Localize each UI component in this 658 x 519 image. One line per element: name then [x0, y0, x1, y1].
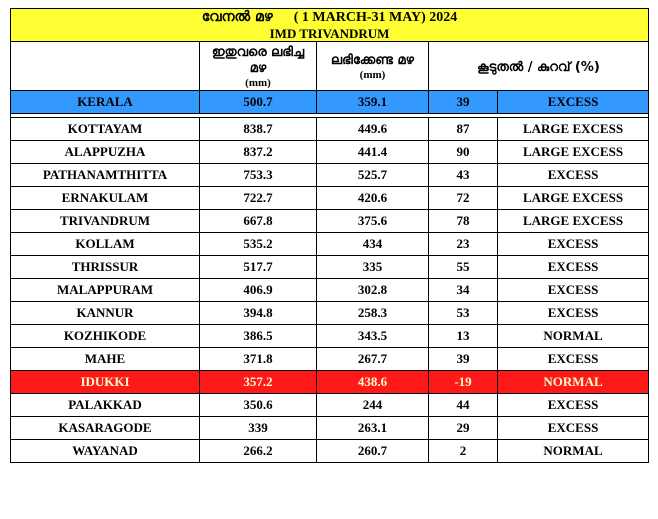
normal-rain-header: [317, 42, 429, 91]
district-cell: MAHE: [11, 348, 200, 371]
category-cell: EXCESS: [498, 164, 649, 187]
category-cell: LARGE EXCESS: [498, 141, 649, 164]
actual-rain-cell: 753.3: [200, 164, 317, 187]
normal-rain-cell: 434: [317, 233, 429, 256]
actual-rain-cell: 500.7: [200, 91, 317, 114]
category-cell: EXCESS: [498, 279, 649, 302]
actual-rain-cell: 266.2: [200, 440, 317, 463]
district-cell: KOZHIKODE: [11, 325, 200, 348]
departure-cell: 53: [429, 302, 498, 325]
district-cell: KASARAGODE: [11, 417, 200, 440]
season-title: വേനൽ മഴ: [201, 9, 273, 25]
rainfall-report: [10, 8, 648, 463]
departure-cell: 72: [429, 187, 498, 210]
normal-rain-cell: 263.1: [317, 417, 429, 440]
district-cell: THRISSUR: [11, 256, 200, 279]
district-cell: PATHANAMTHITTA: [11, 164, 200, 187]
departure-cell: 39: [429, 91, 498, 114]
departure-cell: 87: [429, 118, 498, 141]
actual-rain-unit: (mm): [245, 77, 271, 89]
category-cell: EXCESS: [498, 394, 649, 417]
district-cell: KOTTAYAM: [11, 118, 200, 141]
table-row: [11, 187, 649, 210]
district-cell: TRIVANDRUM: [11, 210, 200, 233]
normal-rain-cell: 525.7: [317, 164, 429, 187]
actual-rain-cell: 357.2: [200, 371, 317, 394]
departure-header-label: കൂടുതൽ / കുറവ് (%): [477, 59, 600, 75]
table-row: [11, 371, 649, 394]
departure-cell: 2: [429, 440, 498, 463]
table-row: [11, 256, 649, 279]
district-header: [11, 42, 200, 91]
departure-cell: 43: [429, 164, 498, 187]
actual-rain-cell: 406.9: [200, 279, 317, 302]
departure-cell: 39: [429, 348, 498, 371]
table-row: [11, 325, 649, 348]
departure-cell: -19: [429, 371, 498, 394]
category-cell: NORMAL: [498, 440, 649, 463]
district-cell: KOLLAM: [11, 233, 200, 256]
actual-rain-cell: 350.6: [200, 394, 317, 417]
actual-rain-cell: 371.8: [200, 348, 317, 371]
normal-rain-cell: 335: [317, 256, 429, 279]
category-cell: EXCESS: [498, 302, 649, 325]
district-cell: IDUKKI: [11, 371, 200, 394]
actual-rain-cell: 394.8: [200, 302, 317, 325]
actual-rain-header: [200, 42, 317, 91]
table-row: [11, 302, 649, 325]
actual-rain-cell: 386.5: [200, 325, 317, 348]
normal-rain-cell: 302.8: [317, 279, 429, 302]
normal-rain-cell: 258.3: [317, 302, 429, 325]
category-cell: NORMAL: [498, 371, 649, 394]
normal-rain-cell: 438.6: [317, 371, 429, 394]
district-cell: WAYANAD: [11, 440, 200, 463]
normal-rain-cell: 375.6: [317, 210, 429, 233]
table-row: [11, 440, 649, 463]
title-line: [11, 9, 648, 26]
actual-rain-cell: 837.2: [200, 141, 317, 164]
table-row: [11, 417, 649, 440]
district-cell: ERNAKULAM: [11, 187, 200, 210]
actual-rain-cell: 838.7: [200, 118, 317, 141]
period-title: ( 1 MARCH-31 MAY) 2024: [293, 10, 458, 25]
departure-cell: 90: [429, 141, 498, 164]
table-row: [11, 141, 649, 164]
category-cell: EXCESS: [498, 91, 649, 114]
actual-rain-cell: 517.7: [200, 256, 317, 279]
normal-rain-cell: 449.6: [317, 118, 429, 141]
title-cell: [11, 9, 649, 42]
category-cell: LARGE EXCESS: [498, 118, 649, 141]
normal-rain-cell: 441.4: [317, 141, 429, 164]
district-cell: KERALA: [11, 91, 200, 114]
normal-rain-cell: 267.7: [317, 348, 429, 371]
departure-header: [429, 42, 649, 91]
normal-rain-cell: 359.1: [317, 91, 429, 114]
rainfall-table: [10, 8, 649, 463]
district-cell: MALAPPURAM: [11, 279, 200, 302]
actual-rain-cell: 722.7: [200, 187, 317, 210]
table-row: [11, 91, 649, 114]
normal-rain-cell: 244: [317, 394, 429, 417]
actual-rain-cell: 667.8: [200, 210, 317, 233]
table-row: [11, 164, 649, 187]
source-title: IMD TRIVANDRUM: [269, 26, 390, 41]
table-row: [11, 118, 649, 141]
category-cell: EXCESS: [498, 256, 649, 279]
normal-rain-header-label: ലഭിക്കേണ്ട മഴ: [331, 53, 414, 68]
category-cell: EXCESS: [498, 417, 649, 440]
table-row: [11, 210, 649, 233]
departure-cell: 78: [429, 210, 498, 233]
normal-rain-cell: 260.7: [317, 440, 429, 463]
departure-cell: 44: [429, 394, 498, 417]
departure-cell: 29: [429, 417, 498, 440]
category-cell: NORMAL: [498, 325, 649, 348]
table-row: [11, 394, 649, 417]
category-cell: LARGE EXCESS: [498, 210, 649, 233]
table-row: [11, 233, 649, 256]
normal-rain-unit: (mm): [359, 69, 386, 81]
departure-cell: 55: [429, 256, 498, 279]
departure-cell: 34: [429, 279, 498, 302]
header-row: [11, 42, 649, 91]
table-row: [11, 279, 649, 302]
district-cell: PALAKKAD: [11, 394, 200, 417]
actual-rain-cell: 535.2: [200, 233, 317, 256]
normal-rain-cell: 420.6: [317, 187, 429, 210]
district-cell: ALAPPUZHA: [11, 141, 200, 164]
departure-cell: 13: [429, 325, 498, 348]
actual-rain-cell: 339: [200, 417, 317, 440]
normal-rain-cell: 343.5: [317, 325, 429, 348]
category-cell: LARGE EXCESS: [498, 187, 649, 210]
title-row: [11, 9, 649, 42]
actual-rain-header-label: ഇതുവരെ ലഭിച്ച മഴ: [211, 45, 305, 76]
district-cell: KANNUR: [11, 302, 200, 325]
category-cell: EXCESS: [498, 233, 649, 256]
departure-cell: 23: [429, 233, 498, 256]
table-row: [11, 348, 649, 371]
category-cell: EXCESS: [498, 348, 649, 371]
